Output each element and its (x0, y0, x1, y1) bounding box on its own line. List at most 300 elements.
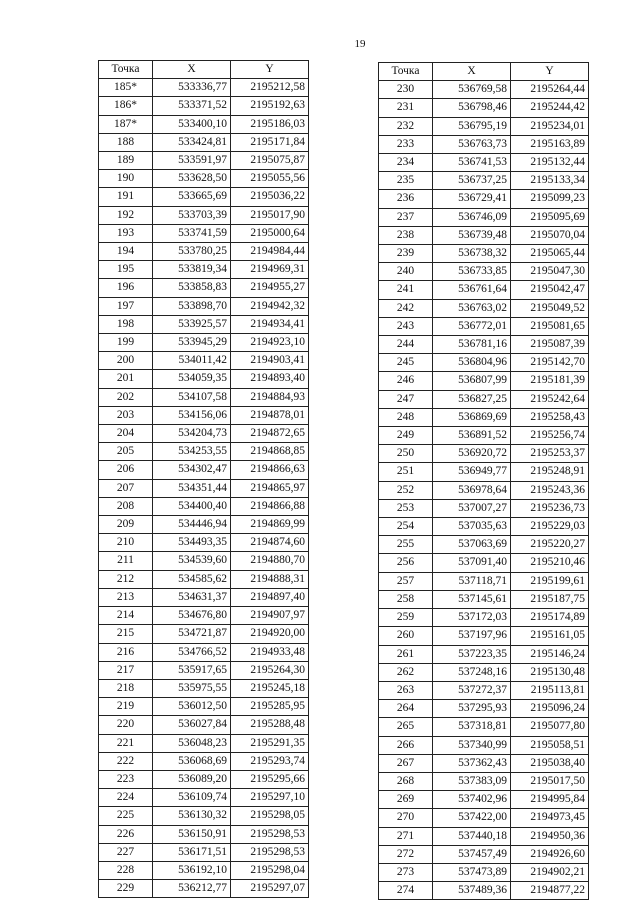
y-coordinate-cell: 2195297,07 (231, 880, 309, 898)
x-coordinate-cell: 536130,32 (153, 807, 231, 825)
y-coordinate-cell: 2195229,03 (511, 518, 589, 536)
table-row (99, 133, 309, 151)
table-row (99, 279, 309, 297)
y-coordinate-cell: 2194903,41 (231, 352, 309, 370)
coordinates-table-right (378, 62, 589, 900)
point-number-cell: 194 (99, 243, 153, 261)
point-number-cell: 270 (379, 809, 433, 827)
point-number-cell: 259 (379, 609, 433, 627)
x-coordinate-cell: 537473,89 (433, 863, 511, 881)
y-coordinate-cell: 2195133,34 (511, 172, 589, 190)
point-number-cell: 245 (379, 354, 433, 372)
table-header-row (379, 63, 589, 81)
y-coordinate-cell: 2195099,23 (511, 190, 589, 208)
table-row (99, 716, 309, 734)
x-coordinate-cell: 537440,18 (433, 827, 511, 845)
point-number-cell: 243 (379, 317, 433, 335)
x-coordinate-cell: 535975,55 (153, 679, 231, 697)
column-header-x: X (153, 61, 231, 79)
point-number-cell: 235 (379, 172, 433, 190)
point-number-cell: 193 (99, 224, 153, 242)
table-row (379, 354, 589, 372)
y-coordinate-cell: 2195293,74 (231, 752, 309, 770)
y-coordinate-cell: 2195253,37 (511, 445, 589, 463)
table-row (379, 536, 589, 554)
point-number-cell: 266 (379, 736, 433, 754)
table-row (99, 425, 309, 443)
x-coordinate-cell: 536741,53 (433, 154, 511, 172)
x-coordinate-cell: 536920,72 (433, 445, 511, 463)
point-number-cell: 207 (99, 479, 153, 497)
point-number-cell: 238 (379, 226, 433, 244)
column-header-y: Y (511, 63, 589, 81)
table-row (379, 372, 589, 390)
x-coordinate-cell: 537223,35 (433, 645, 511, 663)
x-coordinate-cell: 534721,87 (153, 625, 231, 643)
y-coordinate-cell: 2194923,10 (231, 334, 309, 352)
column-header-point: Точка (99, 61, 153, 79)
y-coordinate-cell: 2195017,90 (231, 206, 309, 224)
point-number-cell: 210 (99, 534, 153, 552)
y-coordinate-cell: 2194878,01 (231, 406, 309, 424)
table-row (379, 609, 589, 627)
table-row (379, 518, 589, 536)
x-coordinate-cell: 536746,09 (433, 208, 511, 226)
x-coordinate-cell: 537248,16 (433, 663, 511, 681)
y-coordinate-cell: 2195017,50 (511, 772, 589, 790)
x-coordinate-cell: 537402,96 (433, 791, 511, 809)
table-row (99, 224, 309, 242)
x-coordinate-cell: 537422,00 (433, 809, 511, 827)
table-row (379, 882, 589, 900)
y-coordinate-cell: 2195187,75 (511, 590, 589, 608)
x-coordinate-cell: 536089,20 (153, 770, 231, 788)
table-row (99, 789, 309, 807)
point-number-cell: 246 (379, 372, 433, 390)
x-coordinate-cell: 533703,39 (153, 206, 231, 224)
table-row (99, 461, 309, 479)
y-coordinate-cell: 2194884,93 (231, 388, 309, 406)
point-number-cell: 244 (379, 336, 433, 354)
y-coordinate-cell: 2195058,51 (511, 736, 589, 754)
point-number-cell: 229 (99, 880, 153, 898)
y-coordinate-cell: 2195132,44 (511, 154, 589, 172)
table-row (379, 263, 589, 281)
table-row (379, 718, 589, 736)
y-coordinate-cell: 2195036,22 (231, 188, 309, 206)
table-row (379, 481, 589, 499)
point-number-cell: 272 (379, 845, 433, 863)
table-row (379, 809, 589, 827)
y-coordinate-cell: 2195000,64 (231, 224, 309, 242)
x-coordinate-cell: 536729,41 (433, 190, 511, 208)
point-number-cell: 264 (379, 700, 433, 718)
point-number-cell: 250 (379, 445, 433, 463)
table-row (379, 681, 589, 699)
y-coordinate-cell: 2195130,48 (511, 663, 589, 681)
x-coordinate-cell: 533945,29 (153, 334, 231, 352)
y-coordinate-cell: 2195186,03 (231, 115, 309, 133)
y-coordinate-cell: 2194874,60 (231, 534, 309, 552)
table-row (379, 208, 589, 226)
table-row (379, 736, 589, 754)
point-number-cell: 205 (99, 443, 153, 461)
point-number-cell: 274 (379, 882, 433, 900)
x-coordinate-cell: 533591,97 (153, 152, 231, 170)
table-row (379, 554, 589, 572)
y-coordinate-cell: 2195095,69 (511, 208, 589, 226)
table-row (379, 645, 589, 663)
x-coordinate-cell: 533336,77 (153, 79, 231, 97)
y-coordinate-cell: 2194995,84 (511, 791, 589, 809)
x-coordinate-cell: 534107,58 (153, 388, 231, 406)
y-coordinate-cell: 2195244,42 (511, 99, 589, 117)
coordinates-table-left (98, 60, 309, 898)
column-header-point: Точка (379, 63, 433, 81)
x-coordinate-cell: 536769,58 (433, 81, 511, 99)
y-coordinate-cell: 2195075,87 (231, 152, 309, 170)
table-row (99, 297, 309, 315)
y-coordinate-cell: 2195163,89 (511, 135, 589, 153)
x-coordinate-cell: 536978,64 (433, 481, 511, 499)
table-row (99, 752, 309, 770)
point-number-cell: 208 (99, 497, 153, 515)
point-number-cell: 257 (379, 572, 433, 590)
table-row (99, 79, 309, 97)
x-coordinate-cell: 533858,83 (153, 279, 231, 297)
x-coordinate-cell: 537145,61 (433, 590, 511, 608)
x-coordinate-cell: 534676,80 (153, 607, 231, 625)
table-row (99, 552, 309, 570)
point-number-cell: 217 (99, 661, 153, 679)
point-number-cell: 241 (379, 281, 433, 299)
y-coordinate-cell: 2195171,84 (231, 133, 309, 151)
table-row (379, 627, 589, 645)
x-coordinate-cell: 536192,10 (153, 861, 231, 879)
table-row (99, 206, 309, 224)
column-header-x: X (433, 63, 511, 81)
table-row (99, 734, 309, 752)
point-number-cell: 268 (379, 772, 433, 790)
x-coordinate-cell: 533400,10 (153, 115, 231, 133)
x-coordinate-cell: 536763,73 (433, 135, 511, 153)
x-coordinate-cell: 536772,01 (433, 317, 511, 335)
x-coordinate-cell: 533371,52 (153, 97, 231, 115)
x-coordinate-cell: 537035,63 (433, 518, 511, 536)
point-number-cell: 226 (99, 825, 153, 843)
table-row (99, 570, 309, 588)
point-number-cell: 271 (379, 827, 433, 845)
x-coordinate-cell: 536827,25 (433, 390, 511, 408)
y-coordinate-cell: 2195236,73 (511, 499, 589, 517)
x-coordinate-cell: 534539,60 (153, 552, 231, 570)
y-coordinate-cell: 2194973,45 (511, 809, 589, 827)
point-number-cell: 202 (99, 388, 153, 406)
point-number-cell: 242 (379, 299, 433, 317)
table-row (379, 791, 589, 809)
table-row (379, 99, 589, 117)
point-number-cell: 190 (99, 170, 153, 188)
point-number-cell: 200 (99, 352, 153, 370)
point-number-cell: 188 (99, 133, 153, 151)
table-row (99, 534, 309, 552)
x-coordinate-cell: 537118,71 (433, 572, 511, 590)
y-coordinate-cell: 2195199,61 (511, 572, 589, 590)
y-coordinate-cell: 2195285,95 (231, 698, 309, 716)
point-number-cell: 213 (99, 588, 153, 606)
point-number-cell: 215 (99, 625, 153, 643)
table-row (379, 154, 589, 172)
x-coordinate-cell: 534302,47 (153, 461, 231, 479)
x-coordinate-cell: 533925,57 (153, 315, 231, 333)
table-row (99, 698, 309, 716)
point-number-cell: 247 (379, 390, 433, 408)
table-row (99, 625, 309, 643)
y-coordinate-cell: 2194950,36 (511, 827, 589, 845)
x-coordinate-cell: 536733,85 (433, 263, 511, 281)
y-coordinate-cell: 2195181,39 (511, 372, 589, 390)
y-coordinate-cell: 2195042,47 (511, 281, 589, 299)
table-row (99, 388, 309, 406)
point-number-cell: 192 (99, 206, 153, 224)
y-coordinate-cell: 2195077,80 (511, 718, 589, 736)
table-row (99, 243, 309, 261)
point-number-cell: 269 (379, 791, 433, 809)
table-row (379, 863, 589, 881)
table-row (379, 408, 589, 426)
point-number-cell: 212 (99, 570, 153, 588)
y-coordinate-cell: 2194880,70 (231, 552, 309, 570)
point-number-cell: 265 (379, 718, 433, 736)
table-row (379, 135, 589, 153)
table-row (379, 463, 589, 481)
x-coordinate-cell: 533819,34 (153, 261, 231, 279)
y-coordinate-cell: 2195295,66 (231, 770, 309, 788)
x-coordinate-cell: 537272,37 (433, 681, 511, 699)
x-coordinate-cell: 536171,51 (153, 843, 231, 861)
table-row (379, 81, 589, 99)
point-number-cell: 262 (379, 663, 433, 681)
x-coordinate-cell: 536737,25 (433, 172, 511, 190)
y-coordinate-cell: 2195248,91 (511, 463, 589, 481)
y-coordinate-cell: 2195220,27 (511, 536, 589, 554)
point-number-cell: 219 (99, 698, 153, 716)
point-number-cell: 222 (99, 752, 153, 770)
y-coordinate-cell: 2195242,64 (511, 390, 589, 408)
x-coordinate-cell: 534156,06 (153, 406, 231, 424)
y-coordinate-cell: 2195256,74 (511, 427, 589, 445)
point-number-cell: 252 (379, 481, 433, 499)
x-coordinate-cell: 537295,93 (433, 700, 511, 718)
point-number-cell: 228 (99, 861, 153, 879)
y-coordinate-cell: 2195297,10 (231, 789, 309, 807)
y-coordinate-cell: 2194969,31 (231, 261, 309, 279)
y-coordinate-cell: 2195161,05 (511, 627, 589, 645)
point-number-cell: 232 (379, 117, 433, 135)
x-coordinate-cell: 537318,81 (433, 718, 511, 736)
point-number-cell: 195 (99, 261, 153, 279)
point-number-cell: 191 (99, 188, 153, 206)
y-coordinate-cell: 2195146,24 (511, 645, 589, 663)
x-coordinate-cell: 534204,73 (153, 425, 231, 443)
table-row (379, 445, 589, 463)
y-coordinate-cell: 2194942,32 (231, 297, 309, 315)
x-coordinate-cell: 536027,84 (153, 716, 231, 734)
table-row (99, 334, 309, 352)
y-coordinate-cell: 2195096,24 (511, 700, 589, 718)
point-number-cell: 214 (99, 607, 153, 625)
point-number-cell: 267 (379, 754, 433, 772)
table-row (99, 843, 309, 861)
table-row (379, 281, 589, 299)
x-coordinate-cell: 537340,99 (433, 736, 511, 754)
x-coordinate-cell: 536781,16 (433, 336, 511, 354)
point-number-cell: 236 (379, 190, 433, 208)
x-coordinate-cell: 534351,44 (153, 479, 231, 497)
y-coordinate-cell: 2194902,21 (511, 863, 589, 881)
point-number-cell: 227 (99, 843, 153, 861)
point-number-cell: 211 (99, 552, 153, 570)
x-coordinate-cell: 534493,35 (153, 534, 231, 552)
table-row (379, 336, 589, 354)
x-coordinate-cell: 537091,40 (433, 554, 511, 572)
point-number-cell: 198 (99, 315, 153, 333)
point-number-cell: 186* (99, 97, 153, 115)
point-number-cell: 248 (379, 408, 433, 426)
table-row (379, 390, 589, 408)
x-coordinate-cell: 535917,65 (153, 661, 231, 679)
table-row (99, 825, 309, 843)
y-coordinate-cell: 2194934,41 (231, 315, 309, 333)
point-number-cell: 237 (379, 208, 433, 226)
y-coordinate-cell: 2195291,35 (231, 734, 309, 752)
point-number-cell: 209 (99, 516, 153, 534)
y-coordinate-cell: 2194877,22 (511, 882, 589, 900)
x-coordinate-cell: 536891,52 (433, 427, 511, 445)
point-number-cell: 261 (379, 645, 433, 663)
x-coordinate-cell: 536869,69 (433, 408, 511, 426)
x-coordinate-cell: 537362,43 (433, 754, 511, 772)
table-row (99, 880, 309, 898)
x-coordinate-cell: 537063,69 (433, 536, 511, 554)
table-row (99, 406, 309, 424)
y-coordinate-cell: 2195288,48 (231, 716, 309, 734)
x-coordinate-cell: 534253,55 (153, 443, 231, 461)
table-row (99, 261, 309, 279)
point-number-cell: 218 (99, 679, 153, 697)
table-row (99, 152, 309, 170)
y-coordinate-cell: 2195298,04 (231, 861, 309, 879)
x-coordinate-cell: 537007,27 (433, 499, 511, 517)
x-coordinate-cell: 534400,40 (153, 497, 231, 515)
point-number-cell: 234 (379, 154, 433, 172)
table-row (99, 497, 309, 515)
table-row (379, 226, 589, 244)
y-coordinate-cell: 2194868,85 (231, 443, 309, 461)
table-row (379, 172, 589, 190)
table-row (379, 700, 589, 718)
y-coordinate-cell: 2195234,01 (511, 117, 589, 135)
y-coordinate-cell: 2195245,18 (231, 679, 309, 697)
table-row (379, 427, 589, 445)
table-row (99, 479, 309, 497)
table-row (99, 643, 309, 661)
table-row (379, 845, 589, 863)
table-row (99, 770, 309, 788)
table-row (99, 516, 309, 534)
table-row (99, 661, 309, 679)
y-coordinate-cell: 2195081,65 (511, 317, 589, 335)
y-coordinate-cell: 2195243,36 (511, 481, 589, 499)
point-number-cell: 206 (99, 461, 153, 479)
y-coordinate-cell: 2195258,43 (511, 408, 589, 426)
table-row (379, 754, 589, 772)
x-coordinate-cell: 536068,69 (153, 752, 231, 770)
table-row (379, 299, 589, 317)
y-coordinate-cell: 2195298,53 (231, 825, 309, 843)
x-coordinate-cell: 534446,94 (153, 516, 231, 534)
y-coordinate-cell: 2194866,63 (231, 461, 309, 479)
point-number-cell: 220 (99, 716, 153, 734)
y-coordinate-cell: 2194872,65 (231, 425, 309, 443)
x-coordinate-cell: 536012,50 (153, 698, 231, 716)
table-row (379, 663, 589, 681)
table-row (99, 370, 309, 388)
point-number-cell: 225 (99, 807, 153, 825)
table-row (99, 315, 309, 333)
y-coordinate-cell: 2195049,52 (511, 299, 589, 317)
x-coordinate-cell: 537197,96 (433, 627, 511, 645)
x-coordinate-cell: 537383,09 (433, 772, 511, 790)
y-coordinate-cell: 2195212,58 (231, 79, 309, 97)
point-number-cell: 189 (99, 152, 153, 170)
table-row (99, 679, 309, 697)
table-row (379, 827, 589, 845)
x-coordinate-cell: 536761,64 (433, 281, 511, 299)
y-coordinate-cell: 2195298,05 (231, 807, 309, 825)
point-number-cell: 231 (379, 99, 433, 117)
table-row (99, 588, 309, 606)
y-coordinate-cell: 2195070,04 (511, 226, 589, 244)
page-number: 19 (354, 38, 366, 50)
point-number-cell: 204 (99, 425, 153, 443)
x-coordinate-cell: 536048,23 (153, 734, 231, 752)
point-number-cell: 230 (379, 81, 433, 99)
x-coordinate-cell: 536150,91 (153, 825, 231, 843)
x-coordinate-cell: 533898,70 (153, 297, 231, 315)
table-row (379, 190, 589, 208)
y-coordinate-cell: 2195210,46 (511, 554, 589, 572)
point-number-cell: 196 (99, 279, 153, 297)
y-coordinate-cell: 2194866,88 (231, 497, 309, 515)
point-number-cell: 197 (99, 297, 153, 315)
y-coordinate-cell: 2195192,63 (231, 97, 309, 115)
table-row (99, 807, 309, 825)
y-coordinate-cell: 2194984,44 (231, 243, 309, 261)
x-coordinate-cell: 536949,77 (433, 463, 511, 481)
table-row (99, 861, 309, 879)
table-row (99, 115, 309, 133)
table-row (99, 188, 309, 206)
point-number-cell: 256 (379, 554, 433, 572)
table-row (99, 170, 309, 188)
point-number-cell: 253 (379, 499, 433, 517)
point-number-cell: 203 (99, 406, 153, 424)
x-coordinate-cell: 536798,46 (433, 99, 511, 117)
point-number-cell: 239 (379, 245, 433, 263)
table-row (379, 572, 589, 590)
point-number-cell: 273 (379, 863, 433, 881)
